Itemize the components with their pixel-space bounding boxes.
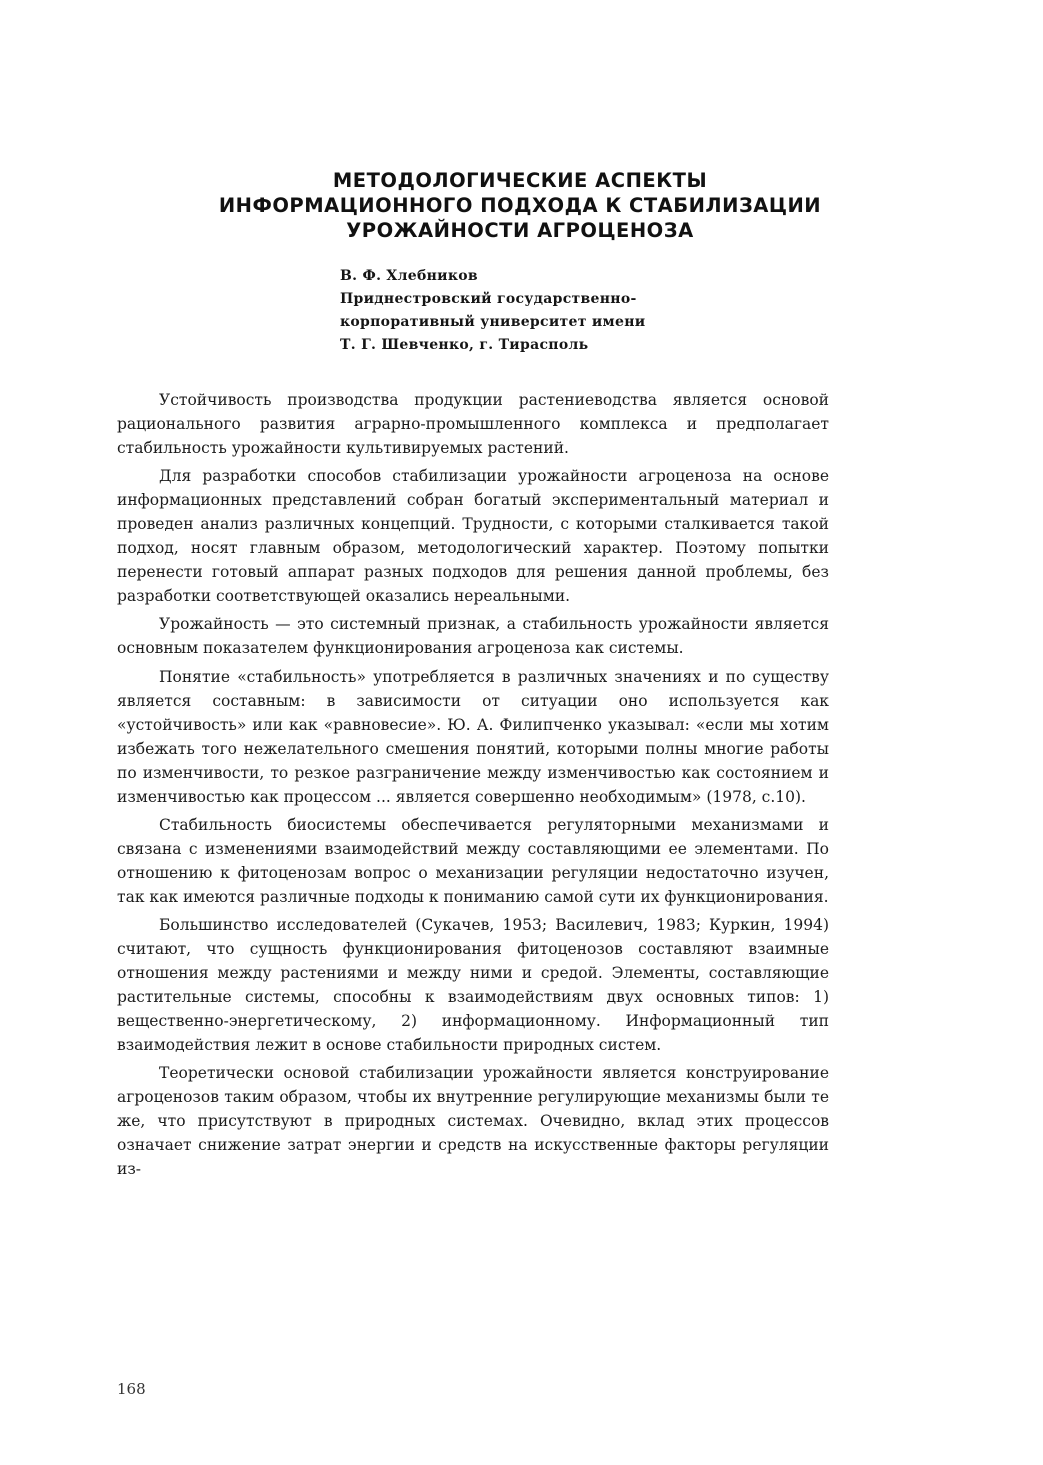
title-line-1: МЕТОДОЛОГИЧЕСКИЕ АСПЕКТЫ: [332, 169, 708, 192]
author-name: В. Ф. Хлебников: [340, 268, 478, 284]
paper-title: [110, 168, 930, 243]
title-line-2: ИНФОРМАЦИОННОГО ПОДХОДА К СТАБИЛИЗАЦИИ: [218, 194, 822, 217]
affiliation-line-1: Приднестровский государственно-: [340, 291, 637, 307]
paragraph-7: Теоретически основой стабилизации урожайности является конструирование агроценозов таким образом, чтобы их внутренние регулирующие механизмы были те же, что присутствуют в природных системах. Очевидно, вклад этих процессов означает снижение затрат энергии и средств на искусственные факторы регуляции из-: [117, 1064, 829, 1179]
paragraph-2: Для разработки способов стабилизации урожайности агроценоза на основе информационных представлений собран богатый экспериментальный материал и проведен анализ различных концепций. Трудности, с которыми сталкивается такой подход, носят главным образом, методологический характер. Поэтому попытки перенести готовый аппарат разных подходов для решения данной проблемы, без разработки соответствующей оказались нереальными.: [117, 467, 829, 606]
paragraph-4: Понятие «стабильность» употребляется в различных значениях и по существу является составным: в зависимости от ситуации оно используется как «устойчивость» или как «равновесие». Ю. А. Филипченко указывал: «если мы хотим избежать того нежелательного смешения понятий, которыми полны многие работы по изменчивости, то резкое разграничение между изменчивостью как состоянием и изменчивостью как процессом ... является совершенно необходимым» (1978, с.10).: [117, 667, 829, 806]
paragraph-1: Устойчивость производства продукции растениеводства является основой рационального развития аграрно-промышленного комплекса и предполагает стабильность урожайности культивируемых растений.: [117, 391, 829, 458]
body-text: [117, 388, 829, 1186]
page-number: 168: [117, 1380, 146, 1398]
affiliation-line-3: Т. Г. Шевченко, г. Тирасполь: [340, 337, 589, 353]
paragraph-3: Урожайность — это системный признак, а стабильность урожайности является основным показателем функционирования агроценоза как системы.: [117, 615, 829, 658]
author-block: [340, 265, 760, 357]
paragraph-5: Стабильность биосистемы обеспечивается регуляторными механизмами и связана с изменениями взаимодействий между составляющими ее элементами. По отношению к фитоценозам вопрос о механизации регуляции недостаточно изучен, так как имеются различные подходы к пониманию самой сути их функционирования.: [117, 815, 829, 906]
title-line-3: УРОЖАЙНОСТИ АГРОЦЕНОЗА: [346, 219, 694, 242]
paragraph-6: Большинство исследователей (Сукачев, 1953; Василевич, 1983; Куркин, 1994) считают, что сущность функционирования фитоценозов составляют взаимные отношения между растениями и между ними и средой. Элементы, составляющие растительные системы, способны к взаимодействиям двух основных типов: 1) вещественно-энергетическому, 2) информационному. Информационный тип взаимодействия лежит в основе стабильности природных систем.: [117, 915, 829, 1055]
affiliation-line-2: корпоративный университет имени: [340, 314, 646, 330]
